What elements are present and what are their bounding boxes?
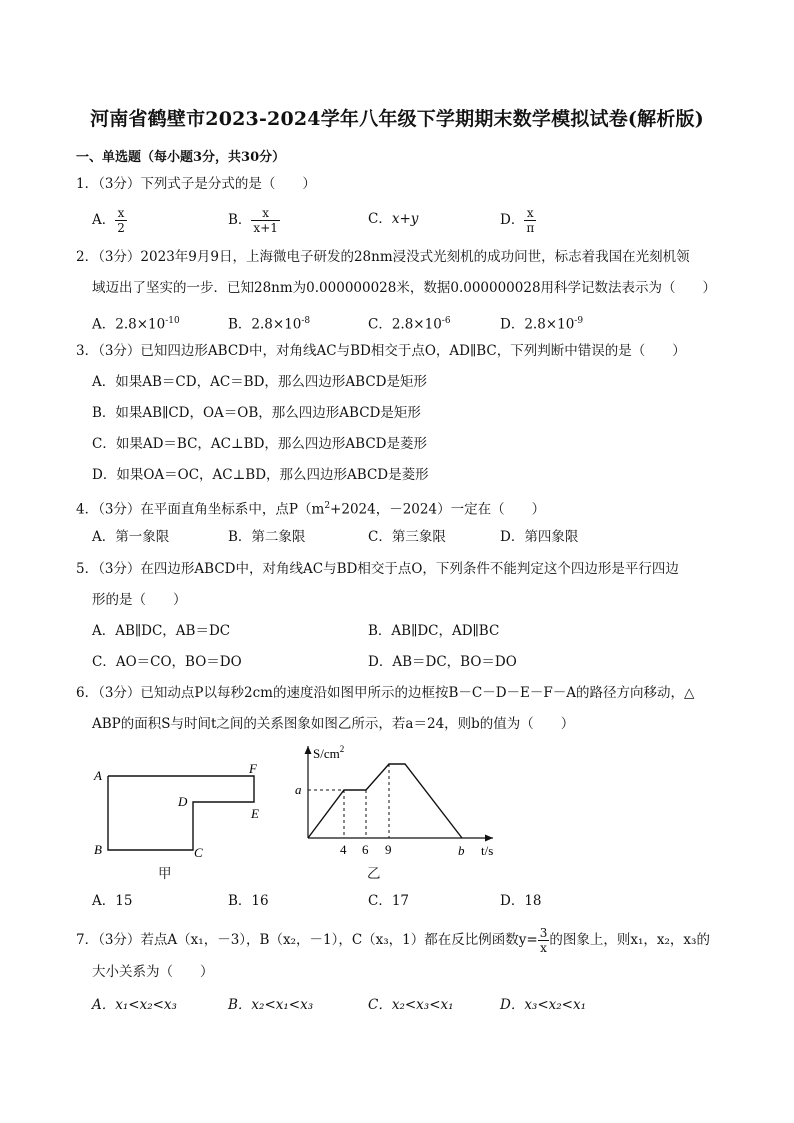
question-7-line-2: 大小关系为（ ） <box>92 964 214 980</box>
question-6-line-2: ABP的面积S与时间t之间的关系图象如图乙所示，若a＝24，则b的值为（ ） <box>92 716 575 732</box>
question-5-option-b[interactable]: B．AB∥DC，AD∥BC <box>368 623 500 639</box>
question-1-option-a[interactable] <box>92 206 127 235</box>
function-fraction <box>538 926 550 955</box>
y-axis-label-exponent: 2 <box>339 744 345 754</box>
option-label: C． <box>368 211 392 227</box>
option-text: A．2.8×10 <box>92 316 166 333</box>
question-3-stem: 3．（3分）已知四边形ABCD中，对角线AC与BD相交于点O，AD∥BC，下列判断中错误的是（ ） <box>76 343 686 359</box>
question-6-option-d[interactable]: D．18 <box>500 893 542 909</box>
question-2-option-c[interactable] <box>368 311 451 335</box>
numerator: x <box>115 206 127 221</box>
question-3-option-c[interactable]: C．如果AD＝BC，AC⊥BD，那么四边形ABCD是菱形 <box>92 436 427 452</box>
fraction <box>251 206 279 235</box>
numerator: 3 <box>539 926 548 940</box>
exponent: -8 <box>301 316 311 326</box>
question-5-line-1: 5．（3分）在四边形ABCD中，对角线AC与BD相交于点O，下列条件不能判定这个四边形是平行四边 <box>76 561 679 577</box>
tick-label-b: b <box>458 843 465 858</box>
question-4-option-c[interactable]: C．第三象限 <box>368 529 446 545</box>
question-3-option-b[interactable]: B．如果AB∥CD，OA＝OB，那么四边形ABCD是矩形 <box>92 405 421 421</box>
question-5-option-d[interactable]: D．AB＝DC，BO＝DO <box>368 654 517 670</box>
vertex-label-c: C <box>194 845 203 860</box>
question-2-option-d[interactable] <box>500 311 583 335</box>
fraction <box>524 206 536 235</box>
vertex-label-e: E <box>251 806 259 821</box>
question-3-option-a[interactable]: A．如果AB＝CD，AC＝BD，那么四边形ABCD是矩形 <box>92 374 427 390</box>
question-1-option-d[interactable] <box>500 206 536 235</box>
vertex-label-f: F <box>249 761 257 776</box>
question-3-option-d[interactable]: D．如果OA＝OC，AC⊥BD，那么四边形ABCD是菱形 <box>92 467 429 483</box>
tick-label-6: 6 <box>362 842 369 857</box>
question-7-option-c[interactable]: C．x₂<x₃<x₁ <box>368 997 454 1013</box>
question-6-option-b[interactable]: B．16 <box>228 893 269 909</box>
section-heading: 一、单选题（每小题3分，共30分） <box>76 150 286 165</box>
question-4-option-d[interactable]: D．第四象限 <box>500 529 579 545</box>
question-6-line-1: 6．（3分）已知动点P以每秒2cm的速度沿如图甲所示的边框按B－C－D－E－F－A的路径方向移动，△ <box>76 685 695 701</box>
option-label: B． <box>228 212 252 228</box>
question-5-option-c[interactable]: C．AO＝CO，BO＝DO <box>92 654 242 670</box>
vertex-label-b: B <box>94 842 102 857</box>
exponent: -6 <box>441 316 451 326</box>
frame-path <box>108 776 254 850</box>
stem-text: 的图象上，则x₁，x₂，x₃的 <box>549 932 710 948</box>
vertex-label-a: A <box>94 768 102 783</box>
question-2-line-2: 域迈出了坚实的一步．已知28nm为0.000000028米，数据0.000000028用科学记数法表示为（ ） <box>92 280 717 296</box>
figure-jia-caption: 甲 <box>158 866 172 882</box>
question-7-option-d[interactable]: D．x₃<x₂<x₁ <box>500 997 587 1013</box>
exponent: -10 <box>165 316 180 326</box>
question-4-stem <box>76 496 545 520</box>
option-text: B．2.8×10 <box>228 316 302 333</box>
y-axis-label <box>313 744 344 761</box>
stem-text: +2024，－2024）一定在（ ） <box>330 501 546 518</box>
tick-label-4: 4 <box>340 842 347 857</box>
stem-text: 7．（3分）若点A（x₁，－3），B（x₂，－1），C（x₃，1）都在反比例函数 <box>76 932 519 948</box>
function-y: y= <box>518 932 538 948</box>
tick-label-a: a <box>295 782 302 797</box>
denominator: x+1 <box>253 221 278 235</box>
exponent: -9 <box>574 316 584 326</box>
question-6-option-c[interactable]: C．17 <box>368 893 410 909</box>
x-axis-label: t/s <box>481 843 494 858</box>
x-axis-arrow <box>485 835 493 842</box>
denominator: π <box>526 221 535 235</box>
question-1-option-b[interactable] <box>228 206 280 235</box>
denominator: 2 <box>117 221 125 235</box>
question-5-option-a[interactable]: A．AB∥DC，AB＝DC <box>92 623 231 639</box>
y-axis-arrow <box>305 746 312 754</box>
question-2-option-a[interactable] <box>92 311 180 335</box>
question-2-line-1: 2．（3分）2023年9月9日，上海微电子研发的28nm浸没式光刻机的成功问世，标志着我国在光刻机领 <box>76 249 690 265</box>
question-1-option-c[interactable] <box>368 209 418 229</box>
option-label: D． <box>500 212 525 228</box>
area-time-graph <box>308 764 462 838</box>
y-axis-label-text: S/cm <box>313 746 340 761</box>
question-5-line-2: 形的是（ ） <box>92 592 187 608</box>
option-label: A． <box>92 212 116 228</box>
figure-jia <box>88 760 278 880</box>
numerator: x <box>524 206 536 221</box>
stem-text: 4．（3分）在平面直角坐标系中，点P（m <box>76 501 325 518</box>
question-7-option-b[interactable]: B．x₂<x₁<x₃ <box>228 997 314 1013</box>
question-4-option-a[interactable]: A．第一象限 <box>92 529 170 545</box>
option-text: D．2.8×10 <box>500 316 575 333</box>
figure-yi-caption: 乙 <box>367 866 381 882</box>
figure-yi <box>288 738 508 860</box>
question-4-option-b[interactable]: B．第二象限 <box>228 529 306 545</box>
exponent: 2 <box>324 501 331 511</box>
vertex-label-d: D <box>178 794 188 809</box>
denominator: x <box>540 941 547 955</box>
question-7-option-a[interactable]: A．x₁<x₂<x₃ <box>92 997 177 1013</box>
question-6-option-a[interactable]: A．15 <box>92 893 133 909</box>
tick-label-9: 9 <box>385 842 392 857</box>
option-text: x+y <box>391 211 419 227</box>
option-text: C．2.8×10 <box>368 316 442 333</box>
fraction <box>115 206 127 235</box>
question-1-stem: 1．（3分）下列式子是分式的是（ ） <box>76 176 316 192</box>
question-2-option-b[interactable] <box>228 311 310 335</box>
question-7-stem <box>76 926 710 955</box>
numerator: x <box>251 206 279 221</box>
page-title: 河南省鹤壁市2023-2024学年八年级下学期期末数学模拟试卷(解析版) <box>90 108 704 130</box>
